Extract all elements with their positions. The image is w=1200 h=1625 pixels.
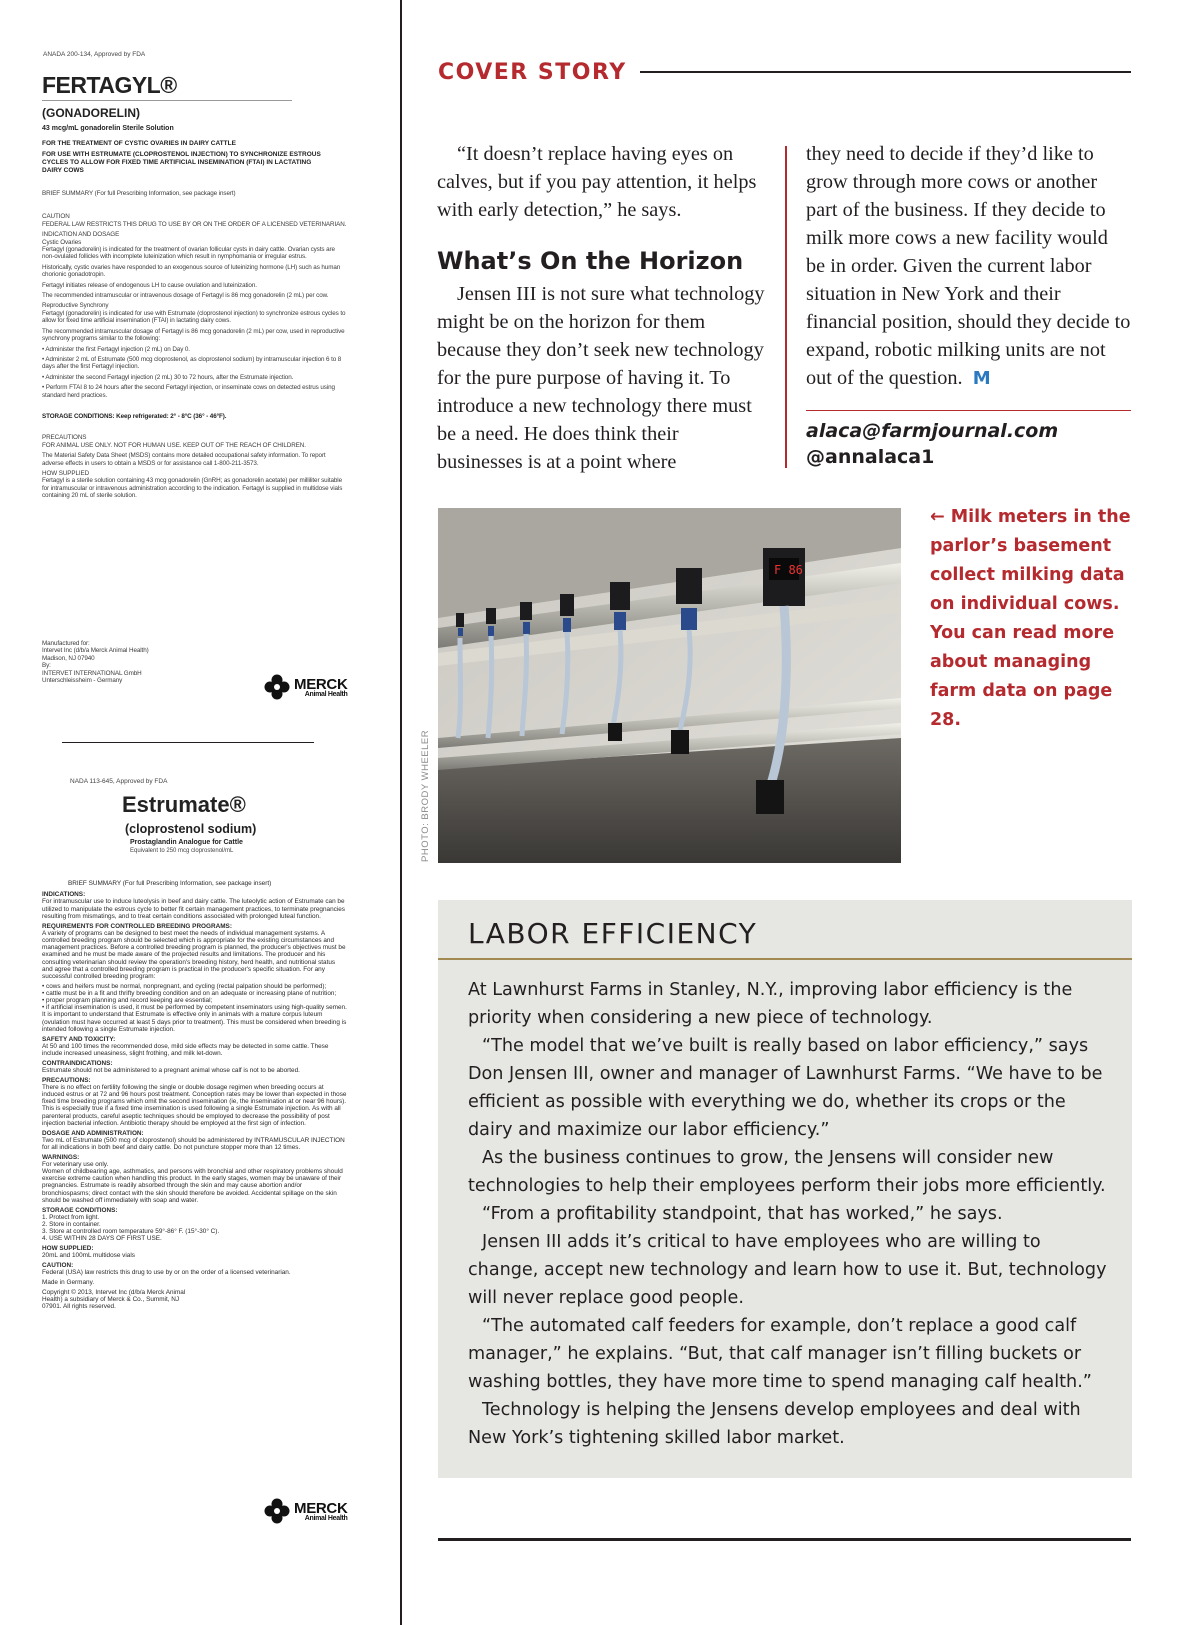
column-divider	[785, 146, 787, 468]
article-paragraph: Jensen III is not sure what technology might be on the horizon for them because they don’t seek new technology for the pure purpose of having it. To introduce a new technology there must be a need. He does think their businesses is at a point where	[437, 283, 765, 473]
estrumate-para: Copyright © 2013, Intervet Inc (d/b/a Merck Animal Health) a subsidiary of Merck & Co., Summit, NJ 07901. All rights reserved.	[42, 1288, 186, 1310]
author-social-handle[interactable]: @annalaca1	[806, 446, 935, 468]
fertagyl-para: Reproductive Synchrony	[42, 302, 109, 310]
fertagyl-header-line: FOR THE TREATMENT OF CYSTIC OVARIES IN DAIRY CATTLE	[42, 140, 236, 147]
sidebar-body	[468, 976, 1108, 1452]
sidebar-paragraph: “The model that we’ve built is really based on labor efficiency,” says Don Jensen III, owner and manager of Lawnhurst Farms. “We have to be efficient as possible with everything we do, whether its crops or the dairy and maximize our labor efficiency.”	[468, 1036, 1103, 1140]
merck-logo-block	[264, 674, 348, 700]
estrumate-para: INDICATIONS:	[42, 891, 86, 899]
fertagyl-generic: (GONADORELIN)	[42, 106, 140, 120]
fertagyl-para: CAUTION	[42, 213, 70, 221]
estrumate-para: It is important to understand that Estrumate is effective only in animals with a mature corpus luteum (ovulation must have occurred at least 5 days prior to treatment). This must be considered when breeding is intended following a single Estrumate injection.	[42, 1011, 347, 1033]
end-mark: M	[972, 368, 991, 389]
milk-meters-illustration	[438, 508, 901, 863]
fertagyl-para: STORAGE CONDITIONS: Keep refrigerated: 2° - 8°C (36° - 46°F).	[42, 412, 227, 420]
fertagyl-para: Fertagyl initiates release of endogenous LH to cause ovulation and luteinization.	[42, 281, 257, 289]
merck-wordmark	[294, 676, 348, 698]
fertagyl-para: • Administer the first Fertagyl injection (2 mL) on Day 0.	[42, 345, 190, 353]
milking-parlor-photo	[438, 508, 901, 863]
fertagyl-para: Fertagyl (gonadorelin) is indicated for use with Estrumate (cloprostenol injection) to synchronize estrous cycles to allow for fixed time artificial insemination (FTAI) in lactating dairy cows.	[42, 309, 346, 325]
estrumate-equivalent: Equivalent to 250 mcg cloprostenol/mL	[130, 848, 234, 854]
estrumate-para: DOSAGE AND ADMINISTRATION:	[42, 1129, 144, 1137]
fertagyl-para: BRIEF SUMMARY (For full Prescribing Information, see package insert)	[42, 190, 236, 197]
sidebar-paragraph: At Lawnhurst Farms in Stanley, N.Y., improving labor efficiency is the priority when considering a new piece of technology.	[468, 980, 1073, 1028]
fertagyl-para: FEDERAL LAW RESTRICTS THIS DRUG TO USE BY OR ON THE ORDER OF A LICENSED VETERINARIAN.	[42, 220, 347, 228]
fertagyl-para: • Administer the second Fertagyl injection (2 mL) 30 to 72 hours, after the Estrumate injection.	[42, 373, 294, 381]
estrumate-para: HOW SUPPLIED:	[42, 1245, 94, 1253]
manufacturer-line: By:	[42, 662, 51, 670]
merck-sub: Animal Health	[304, 691, 348, 698]
estrumate-para: CONTRAINDICATIONS:	[42, 1059, 113, 1067]
sidebar-rule	[438, 958, 1132, 960]
estrumate-para: Made in Germany.	[42, 1278, 95, 1286]
estrumate-para: • if artificial insemination is used, it must be performed by competent inseminators using high-quality semen.	[42, 1004, 347, 1012]
merck-name: MERCK	[294, 1500, 348, 1517]
estrumate-para: Federal (USA) law restricts this drug to use by or on the order of a licensed veterinarian.	[42, 1269, 291, 1277]
article-paragraph-text: they need to decide if they’d like to grow through more cows or another part of the business. If they decide to milk more cows a new facility would be in order. Given the current labor situation in New York and their financial position, should they decide to expand, robotic milking units are not out of the question.	[806, 143, 1131, 389]
fertagyl-para: Fertagyl (gonadorelin) is indicated for the treatment of ovarian follicular cysts in dairy cattle. Ovarian cysts are non-ovulated follicles with incomplete luteinization which result in nymphomania or irregular estrus.	[42, 246, 335, 261]
section-rule	[640, 71, 1131, 73]
sidebar-paragraph: “The automated calf feeders for example, don’t replace a good calf manager,” he explains. “But, that calf manager isn’t filling buckets or washing bottles, they have more time to spend managing calf health.”	[468, 1316, 1092, 1392]
estrumate-para: SAFETY AND TOXICITY:	[42, 1035, 116, 1043]
estrumate-para: Estrumate should not be administered to a pregnant animal whose calf is not to be aborted.	[42, 1066, 300, 1074]
manufacturer-line: Intervet Inc (d/b/a Merck Animal Health)	[42, 647, 149, 655]
estrumate-para: 4. USE WITHIN 28 DAYS OF FIRST USE.	[42, 1235, 162, 1243]
article-column-right	[806, 140, 1132, 393]
estrumate-approval: NADA 113-645, Approved by FDA	[70, 778, 168, 785]
estrumate-summary	[42, 880, 347, 1313]
author-email-link[interactable]: alaca@farmjournal.com	[806, 420, 1059, 442]
fertagyl-para: PRECAUTIONS	[42, 434, 87, 442]
photo-credit: PHOTO: BRODY WHEELER	[420, 729, 431, 862]
fertagyl-para: The Material Safety Data Sheet (MSDS) contains more detailed occupational safety information. To report adverse effects in users to obtain a MSDS or for assistance call 1-800-211-3573.	[42, 452, 326, 467]
sidebar-paragraph: Technology is helping the Jensens develop employees and deal with New York’s tightening skilled labor market.	[468, 1400, 1081, 1448]
sidebar-paragraph: Jensen III adds it’s critical to have employees who are willing to change, accept new technology and learn how to use it. But, technology will never replace good people.	[468, 1232, 1107, 1308]
estrumate-para: There is no effect on fertility following the single or double dosage regimen when breeding occurs at induced estrus or at 72 and 96 hours post treatment. Conception rates may be lower than expected in those fixed time breeding programs which omit the second insemination (ie, the insemination at or near 96 hours). This is especially true if a fixed time insemination is used following a single Estrumate injection. As with all parenteral products, careful aseptic techniques should be employed to decrease the possibility of post injection bacterial infection. Antibiotic therapy should be employed at the first sign of infection.	[42, 1083, 347, 1127]
estrumate-para: 3. Store at controlled room temperature 59°-86° F. (15°-30° C).	[42, 1228, 220, 1236]
manufacturer-line: INTERVET INTERNATIONAL GmbH	[42, 669, 142, 677]
estrumate-para: A variety of programs can be designed to best meet the needs of individual management systems. A controlled breeding program should be selected which is appropriate for the existing circumstances and management practices. Before a controlled breeding program is planned, the producer's objectives must be examined and he must be made aware of the projected results and limitations. The producer and his consulting veterinarian should review the operation's breeding history, herd health, and nutritional status and agree that a controlled breeding program is practical in the producer's specific situation. For any successful controlled breeding program:	[42, 929, 346, 980]
fertagyl-para: HOW SUPPLIED	[42, 469, 90, 477]
sidebar-title: LABOR EFFICIENCY	[468, 917, 758, 950]
svg-text:F 86: F 86	[774, 563, 803, 577]
fertagyl-para: INDICATION AND DOSAGE	[42, 231, 120, 239]
estrumate-para: PRECAUTIONS:	[42, 1076, 91, 1084]
article-paragraph: “It doesn’t replace having eyes on calves, but if you pay attention, it helps with early detection,” he says.	[437, 143, 757, 221]
fertagyl-para: • Perform FTAI 8 to 24 hours after the second Fertagyl injection, or inseminate cows on detected estrus using standard herd practices.	[42, 384, 335, 399]
sidebar-paragraph: “From a profitability standpoint, that has worked,” he says.	[482, 1204, 1003, 1224]
merck-name: MERCK	[294, 676, 348, 693]
photo-caption: ← Milk meters in the parlor’s basement collect milking data on individual cows. You can read more about managing farm data on page 28.	[930, 507, 1131, 730]
merck-logo-block	[264, 1498, 348, 1524]
estrumate-para: 2. Store in container.	[42, 1220, 101, 1228]
divider	[62, 742, 314, 743]
byline-rule	[806, 410, 1131, 411]
fertagyl-manufacturer	[42, 640, 242, 684]
estrumate-analogue: Prostaglandin Analogue for Cattle	[130, 839, 243, 846]
merck-logo-icon	[264, 674, 290, 700]
estrumate-para: 1. Protect from light.	[42, 1213, 100, 1221]
fertagyl-para: The recommended intramuscular dosage of Fertagyl is 86 mcg gonadorelin (2 mL) per cow, used in reproductive synchrony programs similar to the following:	[42, 327, 345, 343]
fertagyl-header	[42, 140, 332, 175]
fertagyl-name: FERTAGYL®	[42, 72, 177, 98]
fertagyl-solution: 43 mcg/mL gonadorelin Sterile Solution	[42, 125, 174, 132]
fertagyl-para: Fertagyl is a sterile solution containing 43 mcg gonadorelin (GnRH; as gonadorelin acetate) per milliliter suitable for intramuscular or intravenous administration according to the indication. Fertagyl is supplied in multidose vials containing 20 mL of sterile solution.	[42, 477, 343, 500]
estrumate-para: 20mL and 100mL multidose vials	[42, 1252, 135, 1260]
estrumate-para: Women of childbearing age, asthmatics, and persons with bronchial and other respiratory problems should exercise extreme caution when handling this product. In the early stages, women may be unaware of their pregnancies. Estrumate is readily absorbed through the skin and may cause abortion and/or bronchiospasms; direct contact with the skin should therefore be avoided. Accidental spillage on the skin should be washed off immediately with soap and water.	[42, 1168, 343, 1204]
fertagyl-para: • Administer 2 mL of Estrumate (500 mcg cloprostenol, as cloprostenol sodium) by intramuscular injection 6 to 8 days after the first Fertagyl injection.	[42, 355, 342, 371]
manufacturer-line: Madison, NJ 07940	[42, 654, 95, 662]
fertagyl-para: The recommended intramuscular or intravenous dosage of Fertagyl is 86 mcg gonadorelin (2 mL) per cow.	[42, 292, 329, 300]
estrumate-para: For intramuscular use to induce luteolysis in beef and dairy cattle. The luteolytic action of Estrumate can be utilized to manipulate the estrous cycle to better fit certain management practices, to terminate pregnancies resulting from mismatings, and to treat certain conditions associated with prolonged luteal function.	[42, 898, 346, 920]
section-label: COVER STORY	[438, 60, 627, 85]
fertagyl-para: Cystic Ovaries	[42, 238, 82, 246]
drug-ad-panel	[0, 0, 400, 1625]
estrumate-name: Estrumate®	[122, 792, 246, 817]
page-divider	[400, 0, 402, 1625]
estrumate-para: For veterinary use only.	[42, 1160, 109, 1168]
estrumate-para: STORAGE CONDITIONS:	[42, 1206, 118, 1214]
fertagyl-para: FOR ANIMAL USE ONLY. NOT FOR HUMAN USE. KEEP OUT OF THE REACH OF CHILDREN.	[42, 441, 306, 449]
fertagyl-header-line: FOR USE WITH ESTRUMATE (CLOPROSTENOL INJECTION) TO SYNCHRONIZE ESTROUS CYCLES TO ALLOW FOR FIXED TIME ARTIFICIAL INSEMINATION (FTAI) IN LACTATING DAIRY COWS	[42, 151, 321, 174]
estrumate-para: • proper program planning and record keeping are essential;	[42, 997, 213, 1005]
page-bottom-rule	[438, 1538, 1131, 1541]
estrumate-para: REQUIREMENTS FOR CONTROLLED BREEDING PROGRAMS:	[42, 922, 232, 930]
manufacturer-line: Manufactured for:	[42, 640, 90, 647]
article-paragraph	[806, 140, 1132, 393]
fertagyl-approval: ANADA 200-134, Approved by FDA	[43, 51, 146, 58]
manufacturer-line: Unterschleissheim - Germany	[42, 677, 123, 685]
subheading: What’s On the Horizon	[437, 247, 744, 275]
article-column-left	[437, 140, 767, 476]
divider	[42, 100, 292, 101]
estrumate-para: • cows and heifers must be normal, nonpregnant, and cycling (rectal palpation should be performed);	[42, 982, 327, 990]
estrumate-para: • cattle must be in a fit and thrifty breeding condition and on an adequate or increasing plane of nutrition;	[42, 989, 337, 997]
fertagyl-summary	[42, 190, 347, 503]
merck-sub: Animal Health	[304, 1515, 348, 1522]
estrumate-para: Two mL of Estrumate (500 mcg of cloprostenol) should be administered by INTRAMUSCULAR INJECTION for all indications in both beef and dairy cattle. Do not puncture stopper more than 12 times.	[42, 1136, 345, 1151]
fertagyl-para: Historically, cystic ovaries have responded to an exogenous source of luteinizing hormone (LH) such as human chorionic gonadotropin.	[42, 263, 341, 279]
merck-wordmark	[294, 1500, 348, 1522]
estrumate-para: WARNINGS:	[42, 1153, 80, 1161]
estrumate-para: BRIEF SUMMARY (For full Prescribing Information, see package insert)	[68, 880, 272, 887]
estrumate-para: At 50 and 100 times the recommended dose, mild side effects may be detected in some cattle. These include increased uneasiness, slight frothing, and milk let-down.	[42, 1042, 329, 1057]
sidebar-paragraph: As the business continues to grow, the Jensens will consider new technologies to help their employees perform their jobs more efficiently.	[468, 1148, 1106, 1196]
estrumate-generic: (cloprostenol sodium)	[125, 822, 257, 836]
merck-logo-icon	[264, 1498, 290, 1524]
estrumate-para: CAUTION:	[42, 1261, 74, 1269]
